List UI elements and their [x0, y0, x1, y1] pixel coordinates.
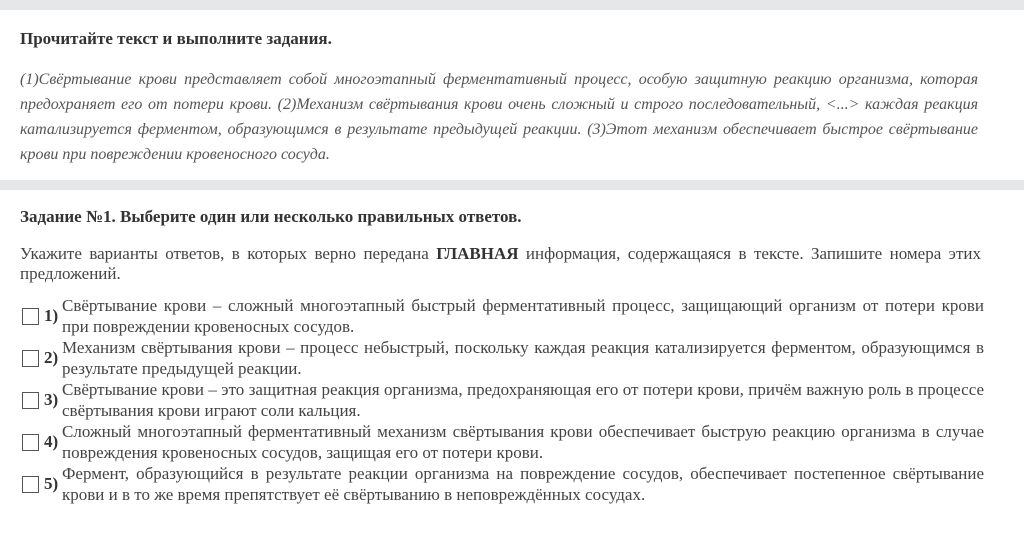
reading-passage: (1)Свёртывание крови представляет собой многоэтапный ферментативный процесс, особую защитную реакцию организма, которая предохраняет его от потери крови. (2)Механизм свёртывания крови очень сложный и строго последовательный, <...> каждая реакция катализируется ферментом, образующимся в результате предыдущей реакции. (3)Этот механизм обеспечивает быстрое свёртывание крови при повреждении кровеносного сосуда. [20, 71, 978, 163]
answer-checkbox-5[interactable] [22, 476, 39, 493]
option-text-5: Фермент, образующийся в результате реакции организма на повреждение сосудов, обеспечивает постепенное свёртывание крови и в то же время препятствует её свёртыванию в неповреждённых сосудах. [62, 464, 984, 504]
instruction-text-end: информация, содержащаяся в тексте. Запишите номера этих предложений. [20, 244, 981, 283]
option-number-5: 5) [44, 474, 59, 493]
option-number-1: 1) [44, 306, 59, 325]
option-number-4: 4) [44, 432, 59, 451]
answer-option-2 [20, 337, 984, 379]
answer-checkbox-3[interactable] [22, 392, 39, 409]
reading-panel [0, 10, 1024, 180]
reading-heading: Прочитайте текст и выполните задания. [20, 29, 332, 48]
answer-checkbox-4[interactable] [22, 434, 39, 451]
section-divider [0, 180, 1024, 190]
option-text-3: Свёртывание крови – это защитная реакция организма, предохраняющая его от потери крови, причём важную роль в процессе свёртывания крови играют соли кальция. [62, 380, 984, 420]
option-text-2: Механизм свёртывания крови – процесс небыстрый, поскольку каждая реакция катализируется ферментом, образующимся в результате предыдущей реакции. [62, 338, 984, 378]
option-text-1: Свёртывание крови – сложный многоэтапный быстрый ферментативный процесс, защищающий организм от потери крови при повреждении кровеносных сосудов. [62, 296, 984, 336]
option-number-2: 2) [44, 348, 59, 367]
task-panel [0, 190, 1024, 505]
answer-option-1 [20, 295, 984, 337]
answer-option-3 [20, 379, 984, 421]
top-divider [0, 0, 1024, 10]
answer-option-4 [20, 421, 984, 463]
instruction-text-start: Укажите варианты ответов, в которых верно передана [20, 244, 437, 263]
answer-options [20, 295, 1004, 505]
answer-checkbox-2[interactable] [22, 350, 39, 367]
task-title: Задание №1. Выберите один или несколько правильных ответов. [20, 207, 522, 226]
instruction-emphasis: ГЛАВНАЯ [436, 244, 519, 263]
option-number-3: 3) [44, 390, 59, 409]
task-instruction [20, 244, 981, 284]
answer-option-5 [20, 463, 984, 505]
answer-checkbox-1[interactable] [22, 308, 39, 325]
option-text-4: Сложный многоэтапный ферментативный механизм свёртывания крови обеспечивает быструю реакцию организма в случае повреждения кровеносных сосудов, защищая его от потери крови. [62, 422, 984, 462]
